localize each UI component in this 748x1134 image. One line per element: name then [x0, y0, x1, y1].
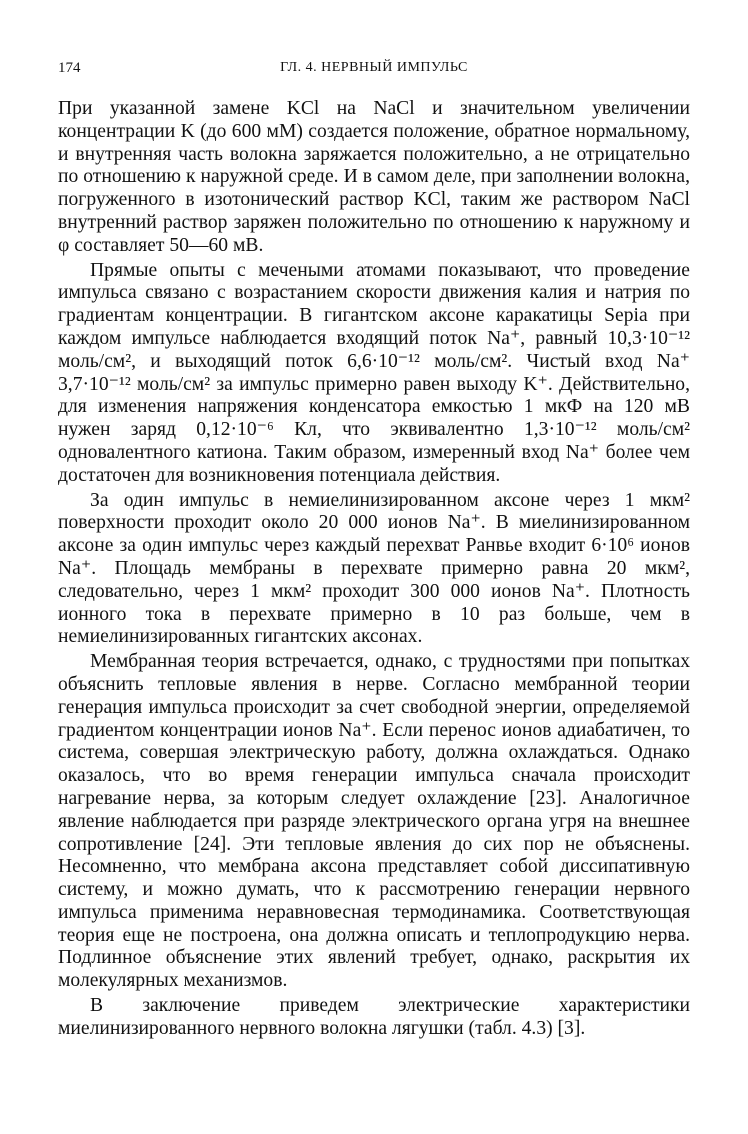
- paragraph: В заключение приведем электрические характеристики миелинизированного нервного волокна лягушки (табл. 4.3) [3].: [58, 995, 690, 1039]
- paragraph: Прямые опыты с мечеными атомами показывают, что проведение импульса связано с возрастанием скорости движения калия и натрия по градиентам концентрации. В гигантском аксоне каракатицы Sepia при каждом импульсе наблюдается входящий поток Na⁺, равный 10,3·10⁻¹² моль/см², и выходящий поток 6,6·10⁻¹² моль/см². Чистый вход Na⁺ 3,7·10⁻¹² моль/см² за импульс примерно равен выходу K⁺. Действительно, для изменения напряжения конденсатора емкостью 1 мкФ на 120 мВ нужен заряд 0,12·10⁻⁶ Кл, что эквивалентно 1,3·10⁻¹² моль/см² одновалентного катиона. Таким образом, измеренный вход Na⁺ более чем достаточен для возникновения потенциала действия.: [58, 259, 690, 486]
- running-head: [58, 56, 690, 80]
- chapter-title: ГЛ. 4. НЕРВНЫЙ ИМПУЛЬС: [280, 60, 468, 75]
- page-number: 174: [58, 60, 81, 76]
- body-text: [58, 98, 690, 1041]
- paragraph: При указанной замене KCl на NaCl и значительном увеличении концентрации K (до 600 мМ) создается положение, обратное нормальному, и внутренняя часть волокна заряжается положительно, а не отрицательно по отношению к наружной среде. И в самом деле, при заполнении волокна, погруженного в изотонический раствор KCl, таким же раствором NaCl внутренний раствор заряжен положительно по отношению к наружному и φ составляет 50—60 мВ.: [58, 98, 690, 256]
- paragraph: За один импульс в немиелинизированном аксоне через 1 мкм² поверхности проходит около 20 000 ионов Na⁺. В миелинизированном аксоне за один импульс через каждый перехват Ранвье входит 6·10⁶ ионов Na⁺. Площадь мембраны в перехвате примерно равна 20 мкм², следовательно, через 1 мкм² проходит 300 000 ионов Na⁺. Плотность ионного тока в перехвате примерно в 10 раз больше, чем в немиелинизированных гигантских аксонах.: [58, 489, 690, 648]
- paragraph: Мембранная теория встречается, однако, с трудностями при попытках объяснить тепловые явления в нерве. Согласно мембранной теории генерация импульса происходит за счет свободной энергии, определяемой градиентом концентрации ионов Na⁺. Если перенос ионов адиабатичен, то система, совершая электрическую работу, должна охлаждаться. Однако оказалось, что во время генерации импульса сначала происходит нагревание нерва, за которым следует охлаждение [23]. Аналогичное явление наблюдается при разряде электрического органа угря на внешнее сопротивление [24]. Эти тепловые явления до сих пор не объяснены. Несомненно, что мембрана аксона представляет собой диссипативную систему, и можно думать, что к рассмотрению генерации нервного импульса применима неравновесная термодинамика. Соответствующая теория еще не построена, она должна описать и теплопродукцию нерва. Подлинное объяснение этих явлений требует, однако, раскрытия их молекулярных механизмов.: [58, 651, 690, 992]
